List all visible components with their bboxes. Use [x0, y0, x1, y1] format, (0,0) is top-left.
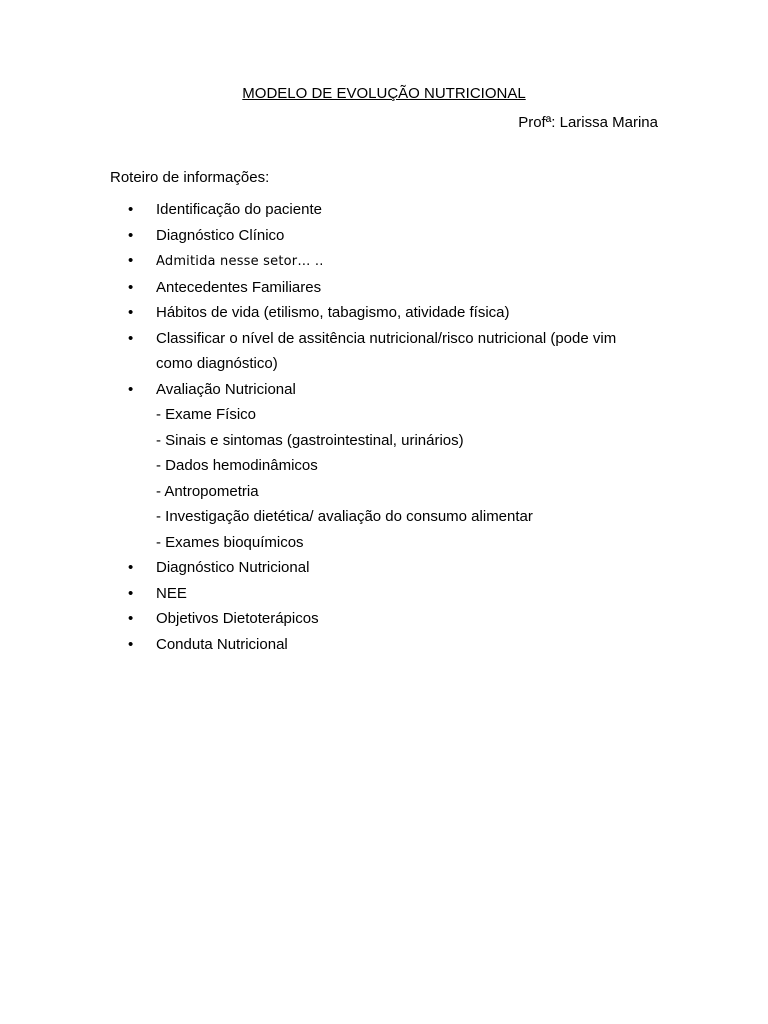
list-item: [0, 197, 768, 223]
document-author: Profª: Larissa Marina: [518, 114, 658, 131]
bullet-icon: •: [128, 380, 134, 398]
list-item: [0, 555, 768, 581]
list-item: [0, 377, 768, 403]
list-item: [0, 275, 768, 301]
sub-list-item: - Dados hemodinâmicos: [156, 457, 318, 474]
list-item: [0, 300, 768, 326]
list-item-text: Objetivos Dietoterápicos: [156, 610, 319, 627]
sub-list-item: - Antropometria: [156, 482, 259, 500]
bullet-icon: •: [128, 329, 134, 347]
bullet-icon: •: [128, 278, 134, 296]
list-item: [0, 248, 768, 275]
bullet-icon: •: [128, 559, 134, 576]
list-item: [0, 606, 768, 632]
list-item-text: Diagnóstico Clínico: [156, 226, 285, 244]
list-item-text: Classificar o nível de assitência nutricional/risco nutricional (pode vim como diagnóstico): [156, 329, 617, 372]
list-item: [0, 581, 768, 607]
sub-list-item: - Exame Físico: [156, 406, 257, 423]
bullet-icon: •: [128, 304, 134, 321]
list-item-text: NEE: [156, 584, 187, 602]
bullet-icon: •: [128, 635, 134, 653]
bullet-list: [0, 197, 768, 657]
list-item-text: Conduta Nutricional: [156, 635, 288, 653]
sub-list-item: - Sinais e sintomas (gastrointestinal, urinários): [156, 431, 464, 449]
list-item-text: Diagnóstico Nutricional: [156, 559, 310, 576]
list-item-text: Avaliação Nutricional: [156, 380, 296, 398]
list-item: [0, 223, 768, 249]
list-item-text: Admitida nesse setor… ..: [156, 254, 324, 269]
list-item: [0, 326, 768, 377]
sub-list-item: - Exames bioquímicos: [156, 533, 304, 551]
document-title: MODELO DE EVOLUÇÃO NUTRICIONAL: [242, 85, 526, 102]
list-item: [0, 632, 768, 658]
list-item-text: Antecedentes Familiares: [156, 278, 322, 296]
intro-text: Roteiro de informações:: [110, 169, 270, 186]
list-item-text: Hábitos de vida (etilismo, tabagismo, atividade física): [156, 304, 510, 321]
bullet-icon: •: [128, 226, 134, 244]
bullet-icon: •: [128, 584, 134, 602]
bullet-icon: •: [128, 252, 134, 269]
sub-list-item: - Investigação dietética/ avaliação do consumo alimentar: [156, 508, 533, 525]
list-item-text: Identificação do paciente: [156, 201, 322, 218]
bullet-icon: •: [128, 610, 134, 627]
bullet-icon: •: [128, 201, 134, 218]
